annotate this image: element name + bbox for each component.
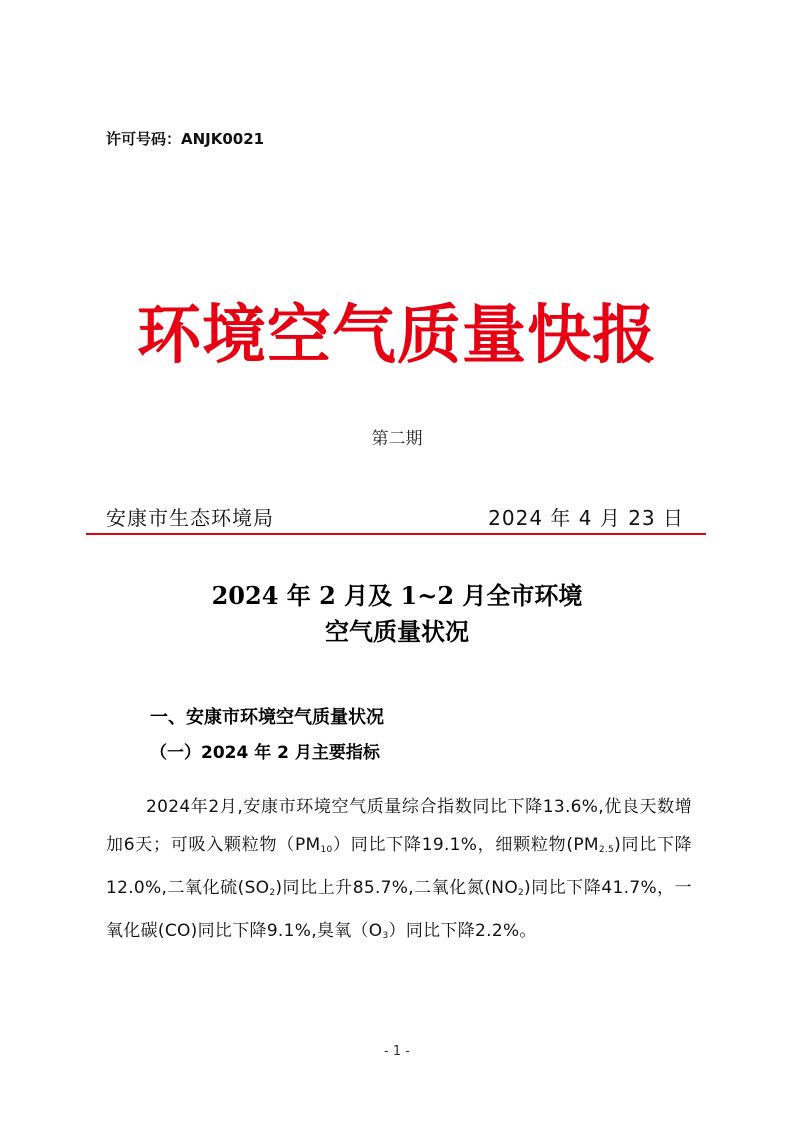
section-heading: 一、安康市环境空气质量状况 <box>150 707 384 728</box>
issue-date: 2024 年 4 月 23 日 <box>488 506 684 530</box>
paragraph-text: ）同比下降2.2%。 <box>388 921 537 941</box>
paragraph-text: )同比下降12.0%,二氧化硫(SO <box>106 835 692 898</box>
page-number: - 1 - <box>384 1044 410 1059</box>
subsection-heading: （一）2024 年 2 月主要指标 <box>150 743 380 763</box>
subscript: 10 <box>320 845 333 855</box>
paragraph-text: 2024年2月,安康市环境空气质量综合指数同比下降13.6%,优良天数增加6天；可吸入颗粒物（PM <box>106 797 692 855</box>
header-divider <box>86 533 706 535</box>
document-title-line-1: 2024 年 2 月及 1~2 月全市环境 <box>211 581 583 610</box>
paragraph-text: ）同比下降19.1%，细颗粒物(PM <box>332 835 599 855</box>
subscript: 3 <box>382 931 389 941</box>
subscript: 2.5 <box>598 845 615 855</box>
issue-number: 第二期 <box>371 429 423 449</box>
masthead-title: 环境空气质量快报 <box>137 298 657 373</box>
license-number: 许可号码：ANJK0021 <box>106 130 265 148</box>
issuer-name: 安康市生态环境局 <box>106 506 274 530</box>
paragraph-text: )同比下降41.7%，一氧化碳(CO)同比下降9.1%,臭氧（O <box>106 878 692 941</box>
indicator-paragraph <box>106 788 692 955</box>
document-title <box>0 578 794 650</box>
subscript: 2 <box>518 888 525 898</box>
subscript: 2 <box>269 888 276 898</box>
paragraph-text: )同比上升85.7%,二氧化氮(NO <box>275 878 518 898</box>
document-title-line-2: 空气质量状况 <box>325 617 469 646</box>
